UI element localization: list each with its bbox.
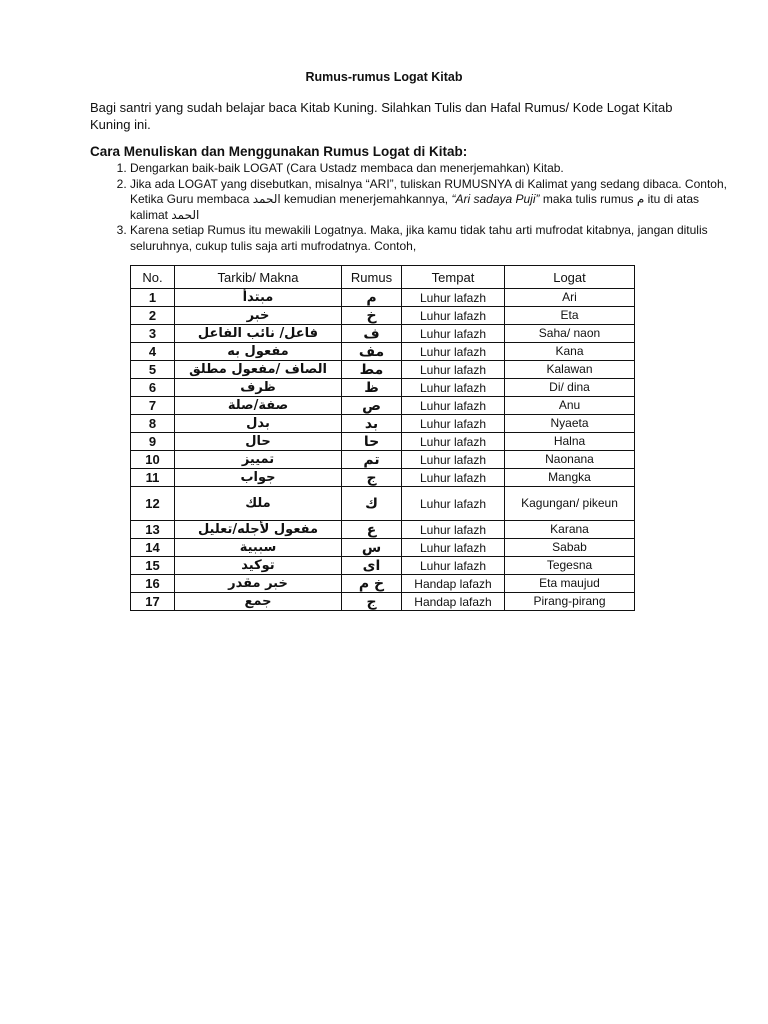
cell-logat: Kana bbox=[505, 343, 635, 361]
cell-tarkib: مفعول لأجله/تعليل bbox=[175, 521, 342, 539]
cell-rumus: خ م bbox=[342, 575, 402, 593]
cell-tempat: Luhur lafazh bbox=[402, 451, 505, 469]
table-row bbox=[131, 397, 635, 415]
header-logat: Logat bbox=[505, 266, 635, 289]
cell-tempat: Luhur lafazh bbox=[402, 307, 505, 325]
cell-rumus: م bbox=[342, 289, 402, 307]
cell-tempat: Luhur lafazh bbox=[402, 521, 505, 539]
table-row bbox=[131, 593, 635, 611]
step-2-italic-example: “Ari sadaya Puji” bbox=[451, 192, 540, 206]
cell-tempat: Handap lafazh bbox=[402, 575, 505, 593]
cell-no: 8 bbox=[131, 415, 175, 433]
cell-logat: Halna bbox=[505, 433, 635, 451]
cell-tarkib: الصاف /مفعول مطلق bbox=[175, 361, 342, 379]
cell-logat: Anu bbox=[505, 397, 635, 415]
cell-rumus: بد bbox=[342, 415, 402, 433]
logat-table bbox=[130, 265, 635, 611]
table-row bbox=[131, 325, 635, 343]
table-row bbox=[131, 575, 635, 593]
table-row bbox=[131, 307, 635, 325]
cell-tempat: Luhur lafazh bbox=[402, 487, 505, 521]
cell-tarkib: خبر bbox=[175, 307, 342, 325]
cell-no: 13 bbox=[131, 521, 175, 539]
cell-rumus: تم bbox=[342, 451, 402, 469]
cell-tarkib: فاعل/ نائب الفاعل bbox=[175, 325, 342, 343]
cell-tempat: Luhur lafazh bbox=[402, 557, 505, 575]
cell-no: 5 bbox=[131, 361, 175, 379]
cell-rumus: ص bbox=[342, 397, 402, 415]
cell-rumus: ظ bbox=[342, 379, 402, 397]
step-2-arabic-alhamdu: الحمد bbox=[252, 192, 281, 206]
cell-tarkib: مبتدأ bbox=[175, 289, 342, 307]
cell-tempat: Luhur lafazh bbox=[402, 415, 505, 433]
cell-rumus: ج bbox=[342, 593, 402, 611]
cell-tempat: Luhur lafazh bbox=[402, 469, 505, 487]
cell-no: 1 bbox=[131, 289, 175, 307]
cell-tempat: Luhur lafazh bbox=[402, 325, 505, 343]
cell-logat: Ari bbox=[505, 289, 635, 307]
table-header-row bbox=[131, 266, 635, 289]
cell-no: 14 bbox=[131, 539, 175, 557]
cell-logat: Pirang-pirang bbox=[505, 593, 635, 611]
cell-tempat: Luhur lafazh bbox=[402, 379, 505, 397]
cell-tarkib: حال bbox=[175, 433, 342, 451]
intro-paragraph: Bagi santri yang sudah belajar baca Kitab Kuning. Silahkan Tulis dan Hafal Rumus/ Kode Logat Kitab Kuning ini. bbox=[90, 100, 673, 132]
cell-no: 12 bbox=[131, 487, 175, 521]
table-row bbox=[131, 469, 635, 487]
table-row bbox=[131, 289, 635, 307]
step-2-text-d: itu di atas kalimat bbox=[130, 192, 699, 222]
cell-no: 6 bbox=[131, 379, 175, 397]
cell-logat: Kagungan/ pikeun bbox=[505, 487, 635, 521]
cell-no: 17 bbox=[131, 593, 175, 611]
cell-rumus: ك bbox=[342, 487, 402, 521]
document-title: Rumus-rumus Logat Kitab bbox=[305, 70, 463, 84]
cell-tarkib: بدل bbox=[175, 415, 342, 433]
cell-tarkib: توكيد bbox=[175, 557, 342, 575]
cell-tarkib: مفعول به bbox=[175, 343, 342, 361]
cell-rumus: ع bbox=[342, 521, 402, 539]
cell-logat: Nyaeta bbox=[505, 415, 635, 433]
cell-logat: Tegesna bbox=[505, 557, 635, 575]
table-row bbox=[131, 343, 635, 361]
cell-tarkib: تمييز bbox=[175, 451, 342, 469]
cell-logat: Eta maujud bbox=[505, 575, 635, 593]
table-row bbox=[131, 433, 635, 451]
cell-tempat: Handap lafazh bbox=[402, 593, 505, 611]
table-row bbox=[131, 415, 635, 433]
cell-rumus: حا bbox=[342, 433, 402, 451]
cell-tarkib: ملك bbox=[175, 487, 342, 521]
cell-no: 3 bbox=[131, 325, 175, 343]
cell-logat: Kalawan bbox=[505, 361, 635, 379]
cell-rumus: خ bbox=[342, 307, 402, 325]
table-row bbox=[131, 487, 635, 521]
cell-logat: Mangka bbox=[505, 469, 635, 487]
cell-no: 15 bbox=[131, 557, 175, 575]
instruction-step-2 bbox=[130, 177, 730, 224]
cell-tarkib: جواب bbox=[175, 469, 342, 487]
header-tempat: Tempat bbox=[402, 266, 505, 289]
cell-no: 9 bbox=[131, 433, 175, 451]
cell-tempat: Luhur lafazh bbox=[402, 343, 505, 361]
cell-tarkib: جمع bbox=[175, 593, 342, 611]
cell-logat: Sabab bbox=[505, 539, 635, 557]
table-row bbox=[131, 379, 635, 397]
cell-logat: Naonana bbox=[505, 451, 635, 469]
cell-rumus: مط bbox=[342, 361, 402, 379]
table-row bbox=[131, 539, 635, 557]
cell-no: 7 bbox=[131, 397, 175, 415]
cell-tempat: Luhur lafazh bbox=[402, 433, 505, 451]
cell-logat: Karana bbox=[505, 521, 635, 539]
instruction-step-1: 1. Dengarkan baik-baik LOGAT (Cara Ustadz membaca dan menerjemahkan) Kitab. bbox=[130, 161, 730, 177]
section-heading: Cara Menuliskan dan Menggunakan Rumus Logat di Kitab: bbox=[90, 144, 468, 159]
cell-tarkib: خبر مقدر bbox=[175, 575, 342, 593]
step-2-text-b: kemudian menerjemahkannya, bbox=[280, 192, 452, 206]
cell-tarkib: سببية bbox=[175, 539, 342, 557]
cell-rumus: ج bbox=[342, 469, 402, 487]
step-2-arabic-alhamdu-2: الحمد bbox=[171, 207, 200, 222]
header-no: No. bbox=[131, 266, 175, 289]
cell-rumus: س bbox=[342, 539, 402, 557]
instruction-step-3: 3. Karena setiap Rumus itu mewakili Logatnya. Maka, jika kamu tidak tahu arti mufrodat kitabnya, jangan ditulis seluruhnya, cukup tulis saja arti mufrodatnya. Contoh, bbox=[130, 223, 730, 254]
cell-logat: Saha/ naon bbox=[505, 325, 635, 343]
cell-tempat: Luhur lafazh bbox=[402, 397, 505, 415]
table-row bbox=[131, 557, 635, 575]
step-2-arabic-mim: م bbox=[636, 192, 645, 206]
cell-logat: Eta bbox=[505, 307, 635, 325]
cell-no: 11 bbox=[131, 469, 175, 487]
step-2-text-a: Jika ada LOGAT yang disebutkan, misalnya “ARI”, tuliskan RUMUSNYA di Kalimat yang sedang dibaca. Contoh, Ketika Guru membaca bbox=[130, 176, 727, 206]
table-row bbox=[131, 451, 635, 469]
table-row bbox=[131, 361, 635, 379]
cell-no: 10 bbox=[131, 451, 175, 469]
cell-rumus: مف bbox=[342, 343, 402, 361]
header-tarkib: Tarkib/ Makna bbox=[175, 266, 342, 289]
instruction-list bbox=[90, 161, 730, 254]
cell-tempat: Luhur lafazh bbox=[402, 539, 505, 557]
cell-rumus: اى bbox=[342, 557, 402, 575]
cell-rumus: ف bbox=[342, 325, 402, 343]
cell-tarkib: صفة/صلة bbox=[175, 397, 342, 415]
cell-no: 4 bbox=[131, 343, 175, 361]
header-rumus: Rumus bbox=[342, 266, 402, 289]
cell-tempat: Luhur lafazh bbox=[402, 361, 505, 379]
cell-no: 2 bbox=[131, 307, 175, 325]
step-2-text-c: maka tulis rumus bbox=[539, 192, 637, 206]
table-row bbox=[131, 521, 635, 539]
cell-no: 16 bbox=[131, 575, 175, 593]
cell-logat: Di/ dina bbox=[505, 379, 635, 397]
cell-tarkib: ظرف bbox=[175, 379, 342, 397]
cell-tempat: Luhur lafazh bbox=[402, 289, 505, 307]
